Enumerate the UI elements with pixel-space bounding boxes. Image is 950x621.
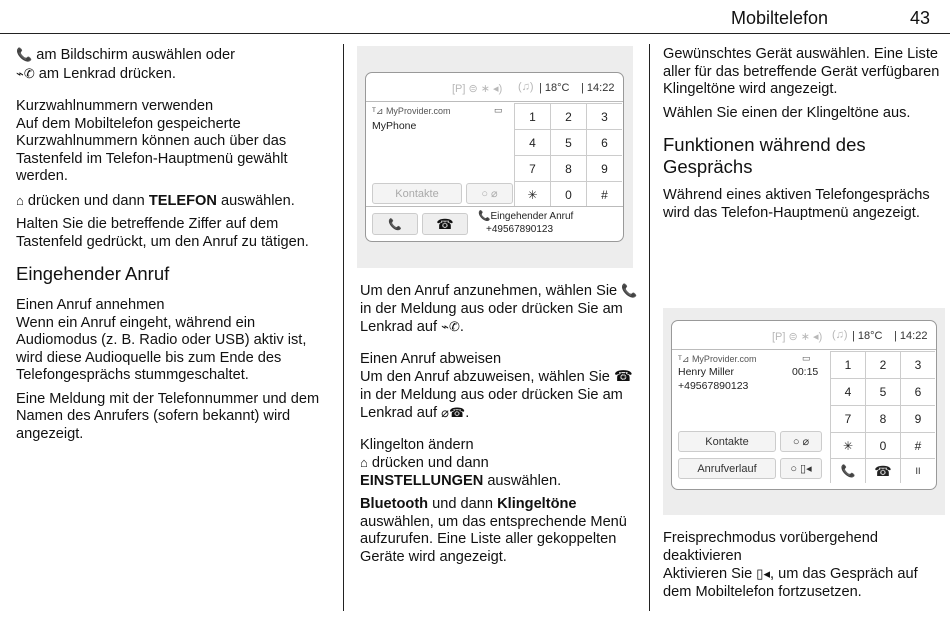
clock: 14:22 — [586, 82, 615, 94]
phone-name: MyPhone — [372, 120, 417, 132]
functions-heading: Funktionen während des Gesprächs — [663, 134, 866, 177]
keypad-key[interactable]: 6 — [900, 378, 935, 405]
instruction-text: am Lenkrad drücken. — [38, 65, 176, 82]
keypad-key[interactable]: # — [586, 181, 622, 207]
keypad-key[interactable]: 7 — [830, 405, 865, 432]
accept-instruction: Um den Anruf anzunehmen, wählen Sie 📞 in der Meldung aus oder drücken Sie am Lenkrad auf ⌁✆. — [360, 283, 638, 335]
hold-digit-text: Halten Sie die betreffende Ziffer auf dem Tastenfeld gedrückt, um den Anruf zu tätigen. — [16, 216, 309, 250]
temperature: 18°C — [857, 330, 883, 342]
provider-label: ᵀ⊿ MyProvider.com — [678, 354, 757, 364]
keypad-key[interactable]: 2 — [865, 351, 900, 378]
provider-label: ᵀ⊿ MyProvider.com — [372, 106, 451, 116]
mute-mic-button[interactable] — [466, 183, 513, 204]
caller-name: Henry Miller — [678, 366, 735, 378]
reject-call-heading: Einen Anruf abweisen — [360, 350, 502, 367]
speed-dial-text: Auf dem Mobiltelefon gespeicherte Kurzwahlnummern können auch über das Tastenfeld im Telefon-Hauptmenü gewählt werden. — [16, 115, 288, 184]
keypad-key[interactable]: 0 — [550, 181, 586, 207]
column-1 — [16, 46, 332, 449]
keypad-key[interactable]: ✳ — [830, 432, 865, 459]
home-icon: ⌂ — [16, 192, 24, 208]
head-unit-screen: [P] ⊜ ∗ ◂) (♫) | 18°C | 14:22 ᵀ⊿ MyProvider.com ▭ Henry Miller 00:15 +49567890123 1 2 3 4 5 6 7 8 9 ✳ 0 # Kontakte ○ ⌀ Anrufverlauf ○ ▯◂ 📞 ☎ II — [671, 320, 937, 490]
select-device-text: Gewünschtes Gerät auswählen. Eine Liste aller für das betreffende Gerät verfügbaren Klingeltöne wird angezeigt. — [663, 46, 940, 97]
music-icon: (♫) — [832, 329, 848, 341]
ringtone-heading: Klingelton ändern — [360, 436, 474, 453]
handset-mode-button[interactable] — [780, 458, 822, 479]
hang-up-icon: ☎ — [436, 215, 454, 232]
keypad-key[interactable]: 2 — [550, 103, 586, 129]
message-text: Eine Meldung mit der Telefonnummer und dem Namen des Anrufers (sofern bekannt) wird angezeigt. — [16, 390, 320, 442]
accept-call-text: Wenn ein Anruf eingeht, während ein Audiomodus (z. B. Radio oder USB) aktiv ist, wird diese Audioquelle bis zum Ende des Telefongesprächs stummgeschaltet. — [16, 314, 307, 383]
call-duration: 00:15 — [792, 366, 819, 378]
hang-up-icon: ☎ — [874, 462, 892, 479]
column-3-bottom — [663, 530, 945, 607]
hold-button[interactable] — [900, 458, 935, 483]
keypad-key[interactable]: 1 — [514, 103, 550, 129]
home-icon: ⌂ — [360, 455, 368, 470]
mute-mic-button[interactable] — [780, 431, 822, 452]
keypad-key[interactable]: 4 — [514, 129, 550, 155]
reject-call-button[interactable] — [422, 213, 468, 235]
page-number: 43 — [910, 8, 931, 28]
status-icons: [P] ⊜ ∗ ◂) — [772, 331, 823, 343]
keypad-key[interactable]: 8 — [865, 405, 900, 432]
temperature: 18°C — [544, 82, 570, 94]
hang-up-button[interactable] — [865, 458, 900, 483]
pause-icon: II — [915, 466, 921, 476]
handsfree-heading: Freisprechmodus vorübergehend deaktivieren — [663, 530, 878, 564]
phone-handset-icon: 📞 — [840, 464, 856, 478]
keypad-key[interactable]: 6 — [586, 129, 622, 155]
handsfree-text: Aktivieren Sie ▯◂, um das Gespräch auf dem Mobiltelefon fortzusetzen. — [663, 566, 918, 600]
column-2 — [360, 282, 642, 572]
battery-icon: ▭ — [494, 105, 503, 115]
accept-call-button[interactable] — [372, 213, 418, 235]
music-icon: (♫) — [518, 81, 534, 93]
keypad-key[interactable]: ✳ — [514, 181, 550, 207]
phone-select-instruction — [16, 46, 332, 83]
ringtone-settings-instruction: ⌂ drücken und dann EINSTELLUNGEN auswählen. — [360, 455, 562, 489]
keypad-key[interactable]: 1 — [830, 351, 865, 378]
keypad-key[interactable]: 7 — [514, 155, 550, 181]
head-unit-screen: [P] ⊜ ∗ ◂) (♫) | 18°C | 14:22 ᵀ⊿ MyProvider.com ▭ MyPhone 1 2 3 4 5 6 7 8 9 ✳ 0 # Kontakte ○ ⌀ 📞 ☎ 📞Eingehender Anruf +49567890123 — [365, 72, 624, 242]
keypad-key[interactable]: 5 — [865, 378, 900, 405]
column-divider-2 — [649, 44, 650, 611]
handset-mode-icon: ▯◂ — [756, 566, 770, 581]
column-3 — [663, 46, 945, 228]
mute-mic-icon: ○ ⌀ — [792, 436, 810, 448]
phone-handset-icon: 📞 — [16, 47, 33, 62]
instruction-text: am Bildschirm auswählen oder — [36, 47, 235, 63]
keypad-key[interactable]: 3 — [586, 103, 622, 129]
keypad-key[interactable]: 8 — [550, 155, 586, 181]
phone-handset-icon: 📞 — [621, 283, 638, 298]
caller-number: +49567890123 — [678, 380, 749, 392]
contacts-button[interactable]: Kontakte — [372, 183, 462, 204]
contacts-button[interactable]: Kontakte — [678, 431, 776, 452]
press-home-instruction: ⌂ drücken und dann TELEFON auswählen. — [16, 192, 295, 209]
page-header-title: Mobiltelefon — [731, 8, 829, 28]
keypad-key[interactable]: 9 — [900, 405, 935, 432]
screenshot-active-call — [663, 308, 945, 515]
keypad-key[interactable]: 4 — [830, 378, 865, 405]
keypad-key[interactable]: 9 — [586, 155, 622, 181]
screenshot-incoming-call — [357, 46, 633, 268]
battery-icon: ▭ — [802, 353, 811, 363]
keypad-key[interactable]: 3 — [900, 351, 935, 378]
steering-wheel-phone-icon: ⌁✆ — [441, 319, 460, 334]
keypad-key[interactable]: # — [900, 432, 935, 459]
functions-text: Während eines aktiven Telefongesprächs wird das Telefon-Hauptmenü angezeigt. — [663, 187, 930, 221]
mute-mic-icon: ○ ⌀ — [481, 188, 498, 200]
incoming-number: +49567890123 — [486, 224, 554, 235]
incoming-call-heading: Eingehender Anruf — [16, 263, 170, 284]
phone-handset-icon: 📞 — [388, 218, 402, 231]
hang-up-icon: ☎ — [613, 368, 633, 385]
select-ringtone-text: Wählen Sie einen der Klingeltöne aus. — [663, 104, 911, 121]
speed-dial-heading: Kurzwahlnummern verwenden — [16, 98, 214, 114]
phone-key[interactable] — [830, 458, 865, 483]
handset-mode-icon: ○ ▯◂ — [790, 463, 812, 475]
steering-wheel-phone-icon: ⌁✆ — [16, 65, 35, 81]
reject-instruction: Um den Anruf abzuweisen, wählen Sie ☎ in der Meldung aus oder drücken Sie am Lenkrad auf ⌀☎. — [360, 368, 633, 421]
header-rule — [0, 33, 950, 34]
accept-call-heading: Einen Anruf annehmen — [16, 297, 165, 313]
status-icons: [P] ⊜ ∗ ◂) — [452, 83, 503, 95]
call-history-button[interactable]: Anrufverlauf — [678, 458, 776, 479]
keypad-key[interactable]: 0 — [865, 432, 900, 459]
keypad-key[interactable]: 5 — [550, 129, 586, 155]
clock: 14:22 — [899, 330, 928, 342]
incoming-call-label: 📞Eingehender Anruf — [478, 211, 574, 222]
steering-wheel-reject-icon: ⌀☎ — [441, 405, 466, 420]
ringtone-bluetooth-instruction: Bluetooth und dann Klingeltöne auswählen, um das entsprechende Menü aufzurufen. Eine Liste aller gekoppelten Geräte wird angezeigt. — [360, 496, 627, 565]
column-divider-1 — [343, 44, 344, 611]
